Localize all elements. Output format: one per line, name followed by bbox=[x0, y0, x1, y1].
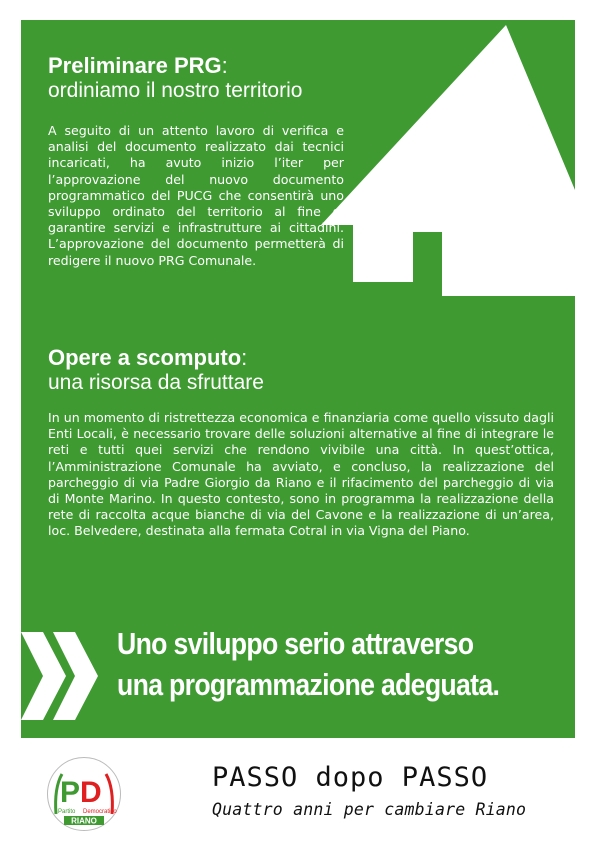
section2-subtitle: una risorsa da sfruttare bbox=[48, 371, 264, 394]
section1-body: A seguito di un attento lavoro di verifica e analisi del documento realizzato dai tecnici incaricati, ha avuto inizio l’iter per l’approvazione del nuovo documento programmatico del PUCG che consentirà uno sviluppo ordinato del territorio al fine di garantire servizi e infrastrutture ai cittadini. L’approvazione del documento permetterà di redigere il nuovo PRG Comunale. bbox=[48, 123, 344, 268]
section2-body: In un momento di ristrettezza economica e finanziaria come quello vissuto dagli Enti Locali, è necessario trovare delle soluzioni alternative al fine di integrare le reti e tutti quei servizi che rendono vivibile una città. In quest’ottica, l’Amministrazione Comunale ha avviato, e concluso, la realizzazione del parcheggio di via Padre Giorgio da Riano e il rifacimento del parcheggio di via di Monte Marino. In questo contesto, sono in programma la realizzazione della rete di raccolta acque bianche di via del Cavone e la realizzazione di un’area, loc. Belvedere, destinata alla fermata Cotral in via Vigna del Piano. bbox=[48, 410, 554, 539]
section2-title: Opere a scomputo: bbox=[48, 345, 248, 370]
section1-subtitle: ordiniamo il nostro territorio bbox=[48, 79, 303, 102]
green-panel bbox=[21, 20, 575, 738]
tagline-sub: Quattro anni per cambiare Riano bbox=[212, 800, 527, 819]
logo-town: RIANO bbox=[71, 816, 97, 826]
slogan-line1: Uno sviluppo serio attraverso bbox=[117, 626, 474, 661]
logo-party-left: Partito bbox=[58, 809, 76, 815]
logo-letter-d: D bbox=[80, 776, 102, 809]
section1-title: Preliminare PRG: bbox=[48, 53, 228, 78]
logo-letter-p: P bbox=[60, 776, 81, 809]
slogan-line2: una programmazione adeguata. bbox=[117, 667, 500, 702]
tagline-main: PASSO dopo PASSO bbox=[212, 762, 489, 793]
logo-party-right: Democratico bbox=[83, 809, 117, 815]
pd-logo bbox=[47, 757, 121, 831]
